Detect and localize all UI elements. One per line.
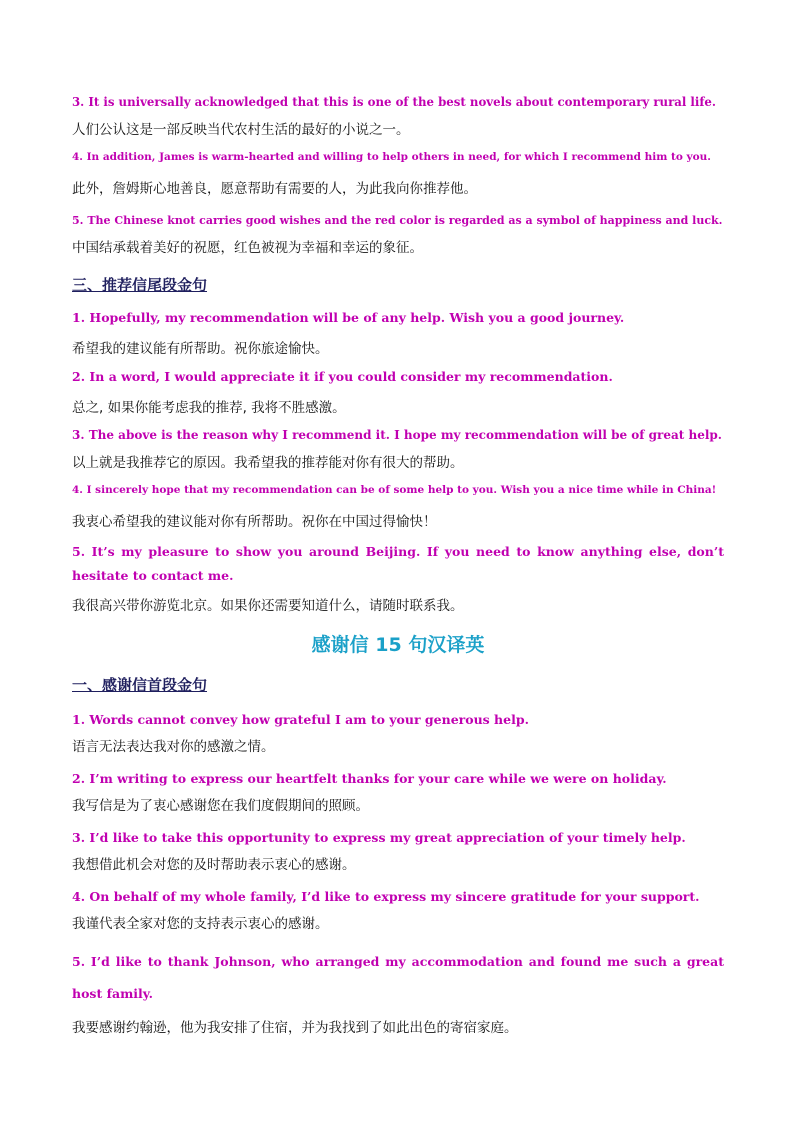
section-heading: 三、推荐信尾段金句 [72, 276, 208, 294]
sentence-english: 1. Words cannot convey how grateful I am to your generous help. [72, 712, 529, 727]
sentence-english: 5. It’s my pleasure to show you around Beijing. If you need to know anything else, don’t hesitate to contact me. [72, 544, 724, 583]
sentence-english: 5. The Chinese knot carries good wishes and the red color is regarded as a symbol of happiness and luck. [72, 214, 723, 227]
sentence-english: 5. I’d like to thank Johnson, who arranged my accommodation and found me such a great host family. [72, 954, 724, 1001]
sentence-chinese: 中国结承载着美好的祝愿，红色被视为幸福和幸运的象征。 [72, 240, 423, 256]
sentence-english: 3. The above is the reason why I recommend it. I hope my recommendation will be of great help. [72, 428, 722, 442]
page-title: 感谢信 15 句汉译英 [311, 634, 485, 656]
sentence-chinese: 语言无法表达我对你的感激之情。 [72, 739, 275, 755]
sentence-english: 4. In addition, James is warm-hearted and willing to help others in need, for which I recommend him to you. [72, 151, 711, 163]
sentence-chinese: 我谨代表全家对您的支持表示衷心的感谢。 [72, 916, 329, 932]
sentence-english: 3. I’d like to take this opportunity to express my great appreciation of your timely help. [72, 830, 686, 845]
sentence-english: 4. On behalf of my whole family, I’d like to express my sincere gratitude for your support. [72, 889, 700, 904]
sentence-english: 2. In a word, I would appreciate it if you could consider my recommendation. [72, 369, 613, 384]
sentence-chinese: 人们公认这是一部反映当代农村生活的最好的小说之一。 [72, 122, 410, 138]
sentence-chinese: 我很高兴带你游览北京。如果你还需要知道什么，请随时联系我。 [72, 598, 464, 614]
sentence-english: 3. It is universally acknowledged that this is one of the best novels about contemporary rural life. [72, 95, 716, 109]
sentence-chinese: 总之, 如果你能考虑我的推荐, 我将不胜感激。 [72, 400, 346, 416]
sentence-chinese: 以上就是我推荐它的原因。我希望我的推荐能对你有很大的帮助。 [72, 455, 464, 471]
section-heading: 一、感谢信首段金句 [72, 676, 208, 694]
sentence-chinese: 我衷心希望我的建议能对你有所帮助。祝你在中国过得愉快！ [72, 514, 437, 530]
sentence-chinese: 我写信是为了衷心感谢您在我们度假期间的照顾。 [72, 798, 369, 814]
sentence-chinese: 希望我的建议能有所帮助。祝你旅途愉快。 [72, 341, 329, 357]
document-page [72, 93, 724, 1038]
sentence-english: 2. I’m writing to express our heartfelt thanks for your care while we were on holiday. [72, 771, 667, 786]
sentence-chinese: 此外，詹姆斯心地善良，愿意帮助有需要的人，为此我向你推荐他。 [72, 181, 477, 197]
sentence-english: 1. Hopefully, my recommendation will be of any help. Wish you a good journey. [72, 310, 625, 325]
sentence-chinese: 我想借此机会对您的及时帮助表示衷心的感谢。 [72, 857, 356, 873]
sentence-chinese: 我要感谢约翰逊，他为我安排了住宿，并为我找到了如此出色的寄宿家庭。 [72, 1020, 518, 1036]
sentence-english: 4. I sincerely hope that my recommendation can be of some help to you. Wish you a nice time while in China! [72, 484, 717, 496]
